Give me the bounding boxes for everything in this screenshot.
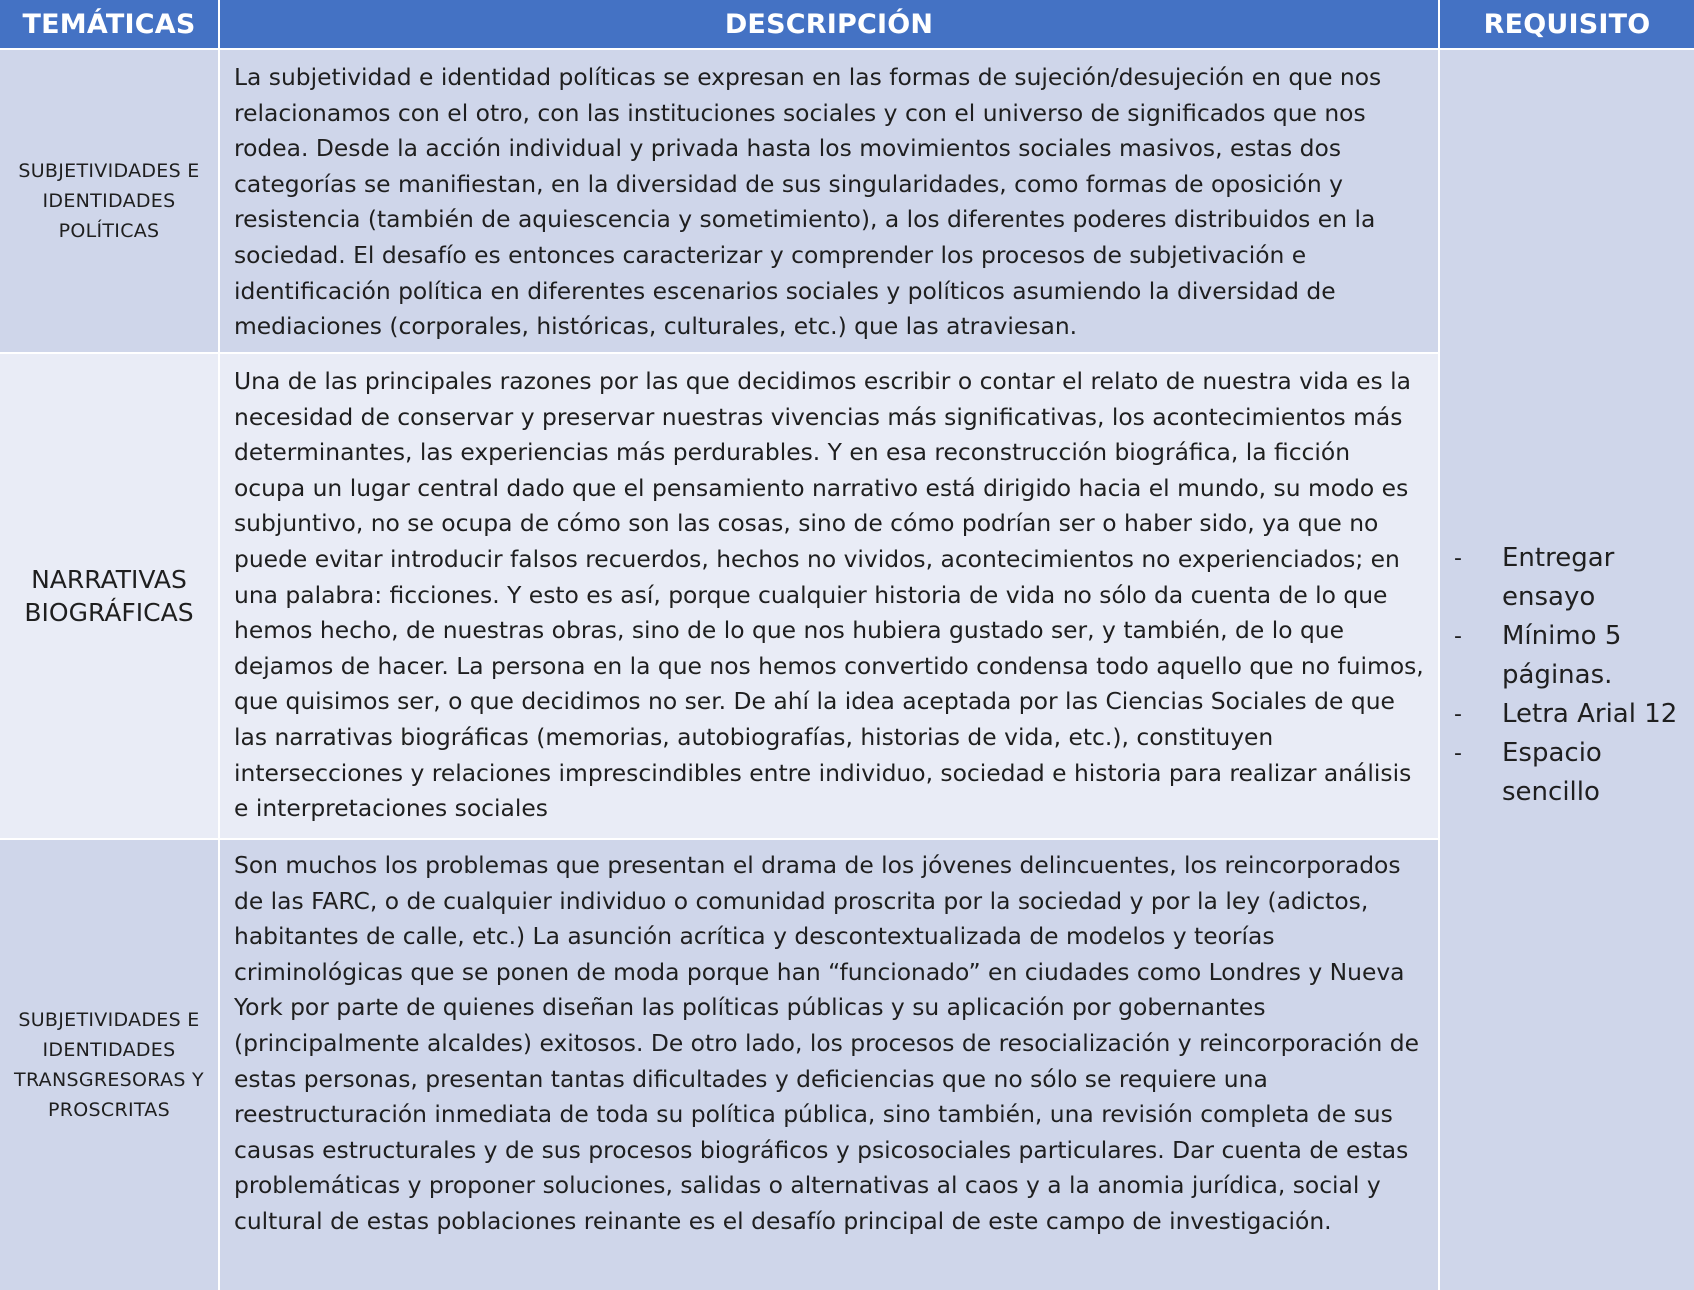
header-tematicas: TEMÁTICAS: [0, 0, 218, 48]
description-text: La subjetividad e identidad políticas se expresan en las formas de sujeción/desujeción en que nos relacionamos con el otro, con las instituciones sociales y con el universo de significados que nos rodea. Desde la acción individual y privada hasta los movimientos sociales masivos, estas dos categorías se manifiestan, en la diversidad de sus singularidades, como formas de oposición y resistencia (también de aquiescencia y sometimiento), a los diferentes poderes distribuidos en la sociedad. El desafío es entonces caracterizar y comprender los procesos de subjetivación e identificación política en diferentes escenarios sociales y políticos asumiendo la diversidad de mediaciones (corporales, históricas, culturales, etc.) que las atraviesan.: [234, 63, 1382, 341]
bullet-dash: -: [1454, 623, 1462, 649]
requirement-text: Mínimo 5 páginas.: [1502, 620, 1622, 690]
header-requisito: REQUISITO: [1440, 0, 1694, 48]
description-cell: [218, 48, 1440, 352]
topic-cell: [0, 48, 218, 352]
header-descripcion: DESCRIPCIÓN: [218, 0, 1440, 48]
requirement-text: Entregar ensayo: [1502, 542, 1615, 612]
topic-cell: [0, 352, 218, 838]
requirements-list: [1440, 539, 1682, 812]
bullet-dash: -: [1454, 740, 1462, 766]
description-cell: [218, 352, 1440, 838]
requirement-text: Letra Arial 12: [1502, 698, 1678, 729]
list-item: [1454, 734, 1682, 812]
topic-cell: [0, 838, 218, 1290]
list-item: [1454, 617, 1682, 695]
list-item: [1454, 695, 1682, 734]
topic-label: SUBJETIVIDADES E IDENTIDADES TRANSGRESORAS Y PROSCRITAS: [14, 1009, 204, 1121]
description-cell: [218, 838, 1440, 1290]
description-text: Son muchos los problemas que presentan el drama de los jóvenes delincuentes, los reincorporados de las FARC, o de cualquier individuo o comunidad proscrita por la sociedad y por la ley (adictos, habitantes de calle, etc.) La asunción acrítica y descontextualizada de modelos y teorías criminológicas que se ponen de moda porque han “funcionado” en ciudades como Londres y Nueva York por parte de quienes diseñan las políticas públicas y su aplicación por gobernantes (principalmente alcaldes) exitosos. De otro lado, los procesos de resocialización y reincorporación de estas personas, presentan tantas dificultades y deficiencias que no sólo se requiere una reestructuración inmediata de toda su política pública, sino también, una revisión completa de sus causas estructurales y de sus procesos biográficos y psicosociales particulares. Dar cuenta de estas problemáticas y proponer soluciones, salidas o alternativas al caos y a la anomia jurídica, social y cultural de estas poblaciones reinante es el desafío principal de este campo de investigación.: [234, 851, 1419, 1235]
requirements-cell: [1440, 48, 1694, 1290]
topic-label: SUBJETIVIDADES E IDENTIDADES POLÍTICAS: [18, 160, 200, 242]
topic-label: NARRATIVAS BIOGRÁFICAS: [24, 565, 194, 627]
list-item: [1454, 539, 1682, 617]
bullet-dash: -: [1454, 701, 1462, 727]
description-text: Una de las principales razones por las que decidimos escribir o contar el relato de nuestra vida es la necesidad de conservar y preservar nuestras vivencias más significativas, los acontecimientos más determinantes, las experiencias más perdurables. Y en esa reconstrucción biográfica, la ficción ocupa un lugar central dado que el pensamiento narrativo está dirigido hacia el mundo, su modo es subjuntivo, no se ocupa de cómo son las cosas, sino de cómo podrían ser o haber sido, ya que no puede evitar introducir falsos recuerdos, hechos no vividos, acontecimientos no experienciados; en una palabra: ficciones. Y esto es así, porque cualquier historia de vida no sólo da cuenta de lo que hemos hecho, de nuestras obras, sino de lo que nos hubiera gustado ser, y también, de lo que dejamos de hacer. La persona en la que nos hemos convertido condensa todo aquello que no fuimos, que quisimos ser, o que decidimos no ser. De ahí la idea aceptada por las Ciencias Sociales de que las narrativas biográficas (memorias, autobiografías, historias de vida, etc.), constituyen intersecciones y relaciones imprescindibles entre individuo, sociedad e historia para realizar análisis e interpretaciones sociales: [234, 367, 1424, 823]
requirement-text: Espacio sencillo: [1502, 737, 1602, 807]
bullet-dash: -: [1454, 545, 1462, 571]
